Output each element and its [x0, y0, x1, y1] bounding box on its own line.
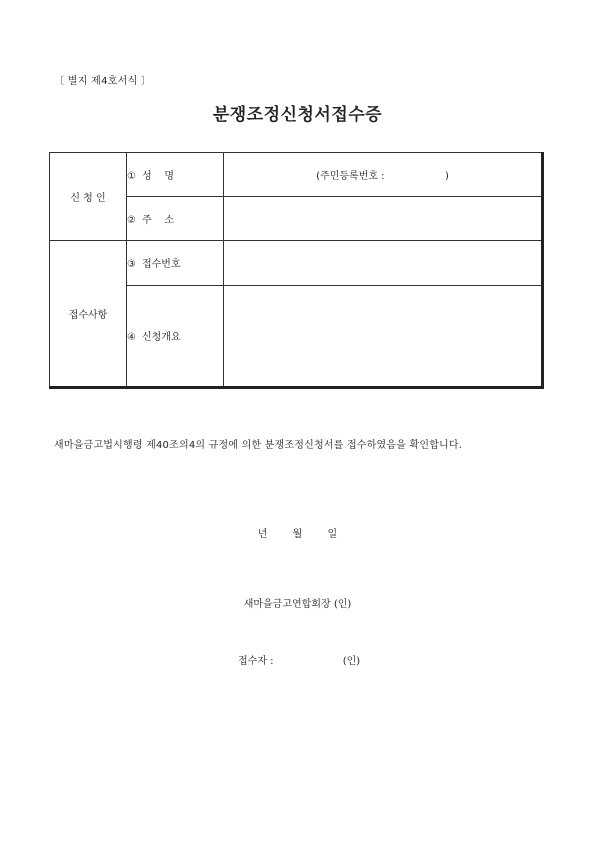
- receipt-number-field-label: [127, 241, 224, 285]
- issuer-signature: 새마을금고연합회장 (인): [243, 599, 352, 610]
- applicant-group-text: 신 청 인: [70, 193, 106, 205]
- address-field-label: [127, 197, 224, 241]
- receipt-number-label-text: 접수번호: [141, 259, 181, 271]
- name-field-label: [127, 153, 224, 197]
- month-label: 월: [292, 529, 303, 540]
- name-value-cell: [224, 153, 543, 197]
- form-number-label: 〔 별지 제4호서식 〕: [54, 76, 152, 87]
- receipt-group-label: [50, 241, 127, 388]
- name-label-text: 성 명: [141, 171, 175, 183]
- document-title: 분쟁조정신청서접수증: [212, 105, 383, 125]
- receiver-label: 접수자 :: [238, 656, 274, 667]
- confirmation-statement: 새마을금고법시행령 제40조의4의 규정에 의한 분쟁조정신청서를 접수하였음을 확인합니다.: [54, 440, 463, 451]
- field-number-3: ③: [127, 259, 136, 271]
- address-label-text: 주 소: [141, 215, 175, 227]
- field-number-2: ②: [127, 215, 136, 227]
- summary-field-label: [127, 285, 224, 387]
- applicant-group-label: [50, 153, 127, 241]
- resident-number-field: (주민등록번호 : ): [316, 171, 449, 183]
- summary-label-text: 신청개요: [141, 332, 181, 344]
- receipt-group-text: 접수사항: [68, 310, 108, 322]
- date-line: [0, 525, 595, 540]
- receipt-number-value-cell: [224, 241, 543, 285]
- field-number-1: ①: [127, 171, 136, 183]
- summary-value-cell: [224, 285, 543, 387]
- receiver-signature: [238, 652, 360, 667]
- day-label: 일: [327, 529, 338, 540]
- field-number-4: ④: [127, 332, 136, 344]
- year-label: 년: [257, 529, 268, 540]
- receipt-table: [49, 152, 544, 389]
- receiver-stamp: (인): [342, 656, 361, 667]
- address-value-cell: [224, 197, 543, 241]
